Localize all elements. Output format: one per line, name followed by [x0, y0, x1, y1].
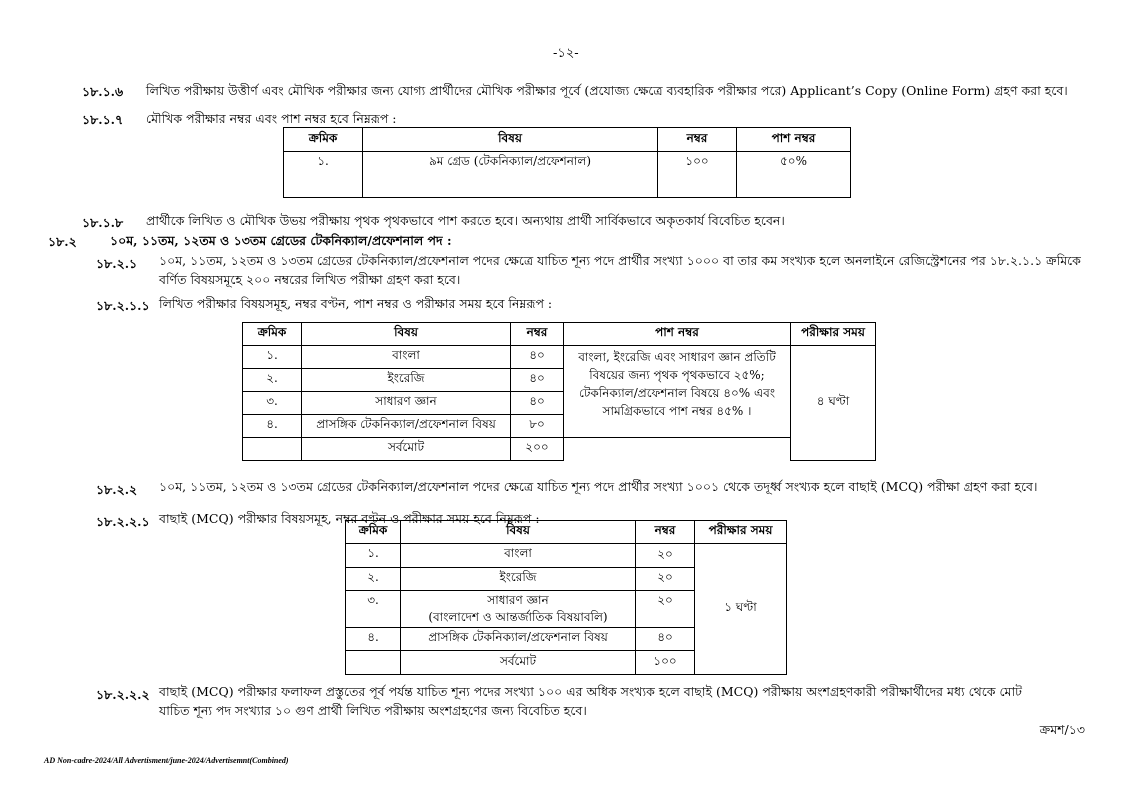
cell-marks: ২০: [636, 544, 695, 568]
cell-serial: ১.: [243, 346, 302, 369]
header-exam-time: পরীক্ষার সময়: [791, 323, 876, 346]
cell-total-label: সর্বমোট: [302, 438, 511, 461]
cell-marks: ৪০: [511, 392, 564, 415]
cell-pass-marks: ৫০%: [737, 152, 851, 198]
cell-total-label: সর্বমোট: [401, 651, 636, 675]
cell-serial: ১.: [346, 544, 401, 568]
viva-marks-table: [283, 127, 851, 198]
subject-name: সাধারণ জ্ঞান: [487, 593, 549, 607]
cell-subject: ইংরেজি: [302, 369, 511, 392]
pass-criteria-line: বাংলা, ইংরেজি এবং সাধারণ জ্ঞান প্রতিটি: [578, 350, 776, 364]
section-text-line2: যাচিত শূন্য পদ সংখ্যার ১০ গুণ প্রার্থী লিখিত পরীক্ষায় অংশগ্রহণের জন্য বিবেচিত হবে।: [159, 703, 587, 718]
section-text: মৌখিক পরীক্ষার নম্বর এবং পাশ নম্বর হবে নিম্নরূপ :: [146, 111, 397, 126]
cell-subject: ৯ম গ্রেড (টেকনিক্যাল/প্রফেশনাল): [363, 152, 658, 198]
subject-subtitle: (বাংলাদেশ ও আন্তর্জাতিক বিষয়াবলি): [428, 610, 608, 624]
cell-serial: ৩.: [243, 392, 302, 415]
cell-subject: [401, 591, 636, 628]
section-number: ১৮.১.৮: [82, 215, 124, 230]
section-number: ১৮.২.১: [96, 256, 138, 271]
section-number: ১৮.২.২.২: [96, 687, 150, 702]
header-marks: নম্বর: [636, 521, 695, 544]
pass-criteria-line: বিষয়ের জন্য পৃথক পৃথকভাবে ২৫%;: [589, 368, 765, 382]
cell-total-marks: ১০০: [636, 651, 695, 675]
cell-marks: ৪০: [511, 346, 564, 369]
section-number: ১৮.২.২.১: [96, 514, 150, 529]
cell-subject: প্রাসঙ্গিক টেকনিক্যাল/প্রফেশনাল বিষয়: [302, 415, 511, 438]
cell-marks: ৪০: [511, 369, 564, 392]
header-serial: ক্রমিক: [284, 128, 363, 152]
cell-serial: ২.: [346, 568, 401, 591]
written-exam-table: [242, 322, 876, 461]
mcq-exam-table: [345, 520, 787, 675]
section-text-line1: বাছাই (MCQ) পরীক্ষার ফলাফল প্রস্তুতের পূর্ব পর্যন্ত যাচিত শূন্য পদের সংখ্যা ১০০ এর অধিক সংখ্যক হলে বাছাই (MCQ) পরীক্ষায় অংশগ্রহণকারী পরীক্ষার্থীদের মধ্য থেকে মোট: [159, 684, 1022, 699]
header-pass-marks: পাশ নম্বর: [564, 323, 791, 346]
section-number: ১৮.১.৭: [82, 112, 124, 127]
cell-subject: ইংরেজি: [401, 568, 636, 591]
cell-pass-criteria: [564, 346, 791, 438]
cell-exam-time: ১ ঘণ্টা: [695, 544, 787, 675]
page-number: -১২-: [553, 46, 579, 61]
section-number: ১৮.২: [48, 234, 77, 249]
cell-subject: বাংলা: [401, 544, 636, 568]
cell-marks: ১০০: [658, 152, 737, 198]
cell-empty: [564, 438, 791, 461]
header-exam-time: পরীক্ষার সময়: [695, 521, 787, 544]
cell-serial: ৪.: [243, 415, 302, 438]
section-text: ১০ম, ১১তম, ১২তম ও ১৩তম গ্রেডের টেকনিক্যাল/প্রফেশনাল পদের ক্ষেত্রে যাচিত শূন্য পদে প্রার্থীর সংখ্যা ১০০১ থেকে তদূর্ধ্ব সংখ্যক হলে বাছাই (MCQ) পরীক্ষা গ্রহণ করা হবে।: [159, 479, 1038, 494]
cell-serial: ২.: [243, 369, 302, 392]
section-text: লিখিত পরীক্ষায় উত্তীর্ণ এবং মৌখিক পরীক্ষার জন্য যোগ্য প্রার্থীদের মৌখিক পরীক্ষার পূর্বে (প্রযোজ্য ক্ষেত্রে ব্যবহারিক পরীক্ষার পরে) Applicant’s Copy (Online Form) গ্রহণ করা হবে।: [146, 83, 1068, 98]
header-pass-marks: পাশ নম্বর: [737, 128, 851, 152]
section-heading: ১০ম, ১১তম, ১২তম ও ১৩তম গ্রেডের টেকনিক্যাল/প্রফেশনাল পদ :: [110, 233, 452, 248]
pass-criteria-line: টেকনিক্যাল/প্রফেশনাল বিষয়ে ৪০% এবং: [579, 386, 775, 400]
cell-serial: ৪.: [346, 628, 401, 651]
header-marks: নম্বর: [511, 323, 564, 346]
header-subject: বিষয়: [401, 521, 636, 544]
cell-marks: ৮০: [511, 415, 564, 438]
header-serial: ক্রমিক: [346, 521, 401, 544]
section-number: ১৮.২.২: [96, 482, 138, 497]
header-subject: বিষয়: [363, 128, 658, 152]
cell-subject: বাংলা: [302, 346, 511, 369]
cell-marks: ২০: [636, 568, 695, 591]
continued-marker: ক্রমশ/১৩: [1039, 722, 1085, 737]
section-text-line2: বর্ণিত বিষয়সমূহে ২০০ নম্বরের লিখিত পরীক্ষা গ্রহণ করা হবে।: [159, 272, 461, 287]
cell-serial: ৩.: [346, 591, 401, 628]
cell-serial: [346, 651, 401, 675]
cell-total-marks: ২০০: [511, 438, 564, 461]
section-text-line1: ১০ম, ১১তম, ১২তম ও ১৩তম গ্রেডের টেকনিক্যাল/প্রফেশনাল পদের ক্ষেত্রে যাচিত শূন্য পদে প্রার্থীর সংখ্যা ১০০০ বা তার কম সংখ্যক হলে অনলাইনে রেজিস্ট্রেশনের পর ১৮.২.১.১ ক্রমিকে: [159, 253, 1081, 268]
cell-subject: সাধারণ জ্ঞান: [302, 392, 511, 415]
cell-exam-time: ৪ ঘণ্টা: [791, 346, 876, 461]
section-number: ১৮.২.১.১: [96, 298, 150, 313]
section-number: ১৮.১.৬: [82, 84, 124, 99]
pass-criteria-line: সামগ্রিকভাবে পাশ নম্বর ৪৫% ।: [602, 404, 752, 418]
cell-marks: ২০: [636, 591, 695, 628]
header-subject: বিষয়: [302, 323, 511, 346]
cell-serial: ১.: [284, 152, 363, 198]
footer-path: AD Non-cadre-2024/All Advertisment/june-2024/Advertisemnt(Combined): [44, 756, 289, 765]
cell-marks: ৪০: [636, 628, 695, 651]
header-serial: ক্রমিক: [243, 323, 302, 346]
cell-serial: [243, 438, 302, 461]
header-marks: নম্বর: [658, 128, 737, 152]
cell-subject: প্রাসঙ্গিক টেকনিক্যাল/প্রফেশনাল বিষয়: [401, 628, 636, 651]
section-text: লিখিত পরীক্ষার বিষয়সমূহ, নম্বর বণ্টন, পাশ নম্বর ও পরীক্ষার সময় হবে নিম্নরূপ :: [159, 296, 553, 311]
section-text: প্রার্থীকে লিখিত ও মৌখিক উভয় পরীক্ষায় পৃথক পৃথকভাবে পাশ করতে হবে। অন্যথায় প্রার্থী সার্বিকভাবে অকৃতকার্য বিবেচিত হবেন।: [146, 213, 785, 228]
section-text: বাছাই (MCQ) পরীক্ষার বিষয়সমূহ, নম্বর বণ্টন ও পরীক্ষার সময় হবে নিম্নরূপ :: [159, 511, 540, 526]
